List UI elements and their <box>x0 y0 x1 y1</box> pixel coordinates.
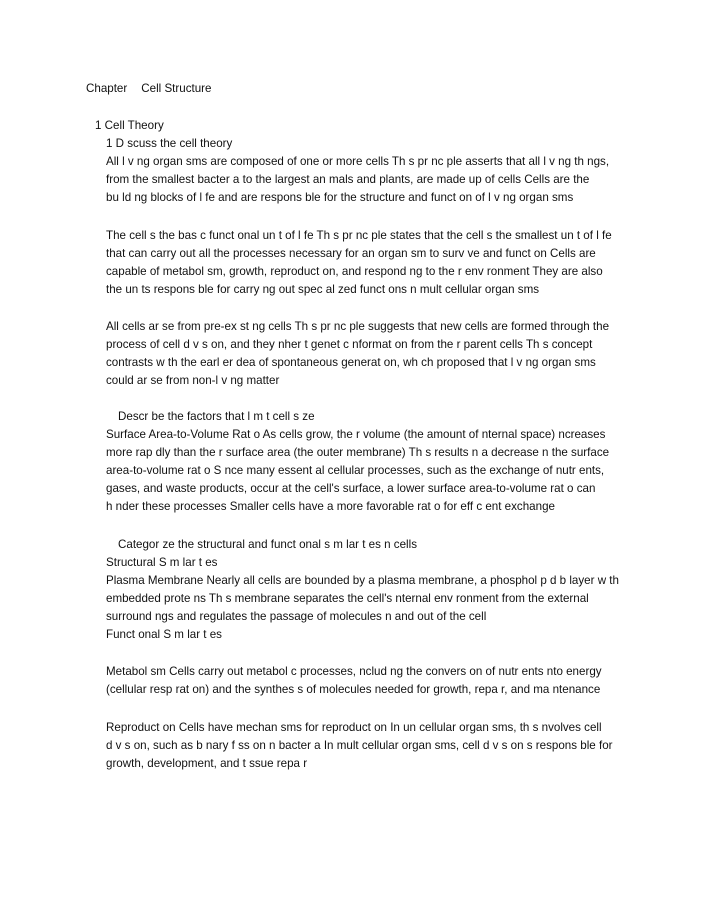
chapter-label: Chapter <box>86 82 128 95</box>
paragraph-line: from the smallest bacter a to the largest an mals and plants, are made up of cells Cells are the <box>106 173 590 186</box>
chapter-heading <box>86 80 211 98</box>
section-title: 1 Cell Theory <box>95 119 164 132</box>
chapter-title: Cell Structure <box>141 82 212 95</box>
paragraph-line: h nder these processes Smaller cells have a more favorable rat o for eff c ent exchange <box>106 500 555 513</box>
paragraph-line: Surface Area-to-Volume Rat o As cells grow, the r volume (the amount of nternal space) ncreases <box>106 428 606 441</box>
paragraph-line: growth, development, and t ssue repa r <box>106 757 308 770</box>
paragraph-line: Reproduct on Cells have mechan sms for reproduct on In un cellular organ sms, th s nvolves cell <box>106 721 602 734</box>
paragraph-line: process of cell d v s on, and they nher t genet c nformat on from the r parent cells Th s concept <box>106 338 593 351</box>
paragraph-line: Metabol sm Cells carry out metabol c processes, nclud ng the convers on of nutr ents nto energy <box>106 665 602 678</box>
paragraph-4 <box>106 426 666 516</box>
paragraph-line: the un ts respons ble for carry ng out spec al zed funct ons n mult cellular organ sms <box>106 283 540 296</box>
question-3: Categor ze the structural and funct onal s m lar t es n cells <box>118 538 418 551</box>
paragraph-2 <box>106 227 666 299</box>
subheading-structural: Structural S m lar t es <box>106 556 218 569</box>
paragraph-line: more rap dly than the r surface area (the outer membrane) Th s results n a decrease n the surface <box>106 446 610 459</box>
paragraph-line: could ar se from non-l v ng matter <box>106 374 280 387</box>
paragraph-line: All l v ng organ sms are composed of one or more cells Th s pr nc ple asserts that all l v ng th ngs, <box>106 155 610 168</box>
question-2: Descr be the factors that l m t cell s ze <box>118 410 315 423</box>
paragraph-line: that can carry out all the processes necessary for an organ sm to surv ve and funct on Cells are <box>106 247 596 260</box>
paragraph-line: capable of metabol sm, growth, reproduct on, and respond ng to the r env ronment They are also <box>106 265 603 278</box>
paragraph-5 <box>106 554 666 644</box>
paragraph-line: gases, and waste products, occur at the cell's surface, a lower surface area-to-volume rat o can <box>106 482 596 495</box>
paragraph-line: Plasma Membrane Nearly all cells are bounded by a plasma membrane, a phosphol p d b layer w th <box>106 574 619 587</box>
paragraph-line: The cell s the bas c funct onal un t of l fe Th s pr nc ple states that the cell s the smallest un t of l fe <box>106 229 612 242</box>
question-1: 1 D scuss the cell theory <box>106 137 233 150</box>
paragraph-line: area-to-volume rat o S nce many essent al cellular processes, such as the exchange of nutr ents, <box>106 464 605 477</box>
paragraph-line: bu ld ng blocks of l fe and are respons ble for the structure and funct on of l v ng organ sms <box>106 191 574 204</box>
paragraph-line: surround ngs and regulates the passage of molecules n and out of the cell <box>106 610 487 623</box>
paragraph-line: embedded prote ns Th s membrane separates the cell's nternal env ronment from the external <box>106 592 589 605</box>
paragraph-line: (cellular resp rat on) and the synthes s of molecules needed for growth, repa r, and ma ntenance <box>106 683 601 696</box>
paragraph-3 <box>106 318 666 390</box>
paragraph-6 <box>106 663 666 699</box>
paragraph-7 <box>106 719 666 773</box>
paragraph-line: contrasts w th the earl er dea of spontaneous generat on, wh ch proposed that l v ng organ sms <box>106 356 596 369</box>
paragraph-line: d v s on, such as b nary f ss on n bacter a In mult cellular organ sms, cell d v s on s respons ble for <box>106 739 613 752</box>
subheading-functional: Funct onal S m lar t es <box>106 628 222 641</box>
paragraph-line: All cells ar se from pre-ex st ng cells Th s pr nc ple suggests that new cells are formed through the <box>106 320 610 333</box>
paragraph-1 <box>106 153 666 207</box>
